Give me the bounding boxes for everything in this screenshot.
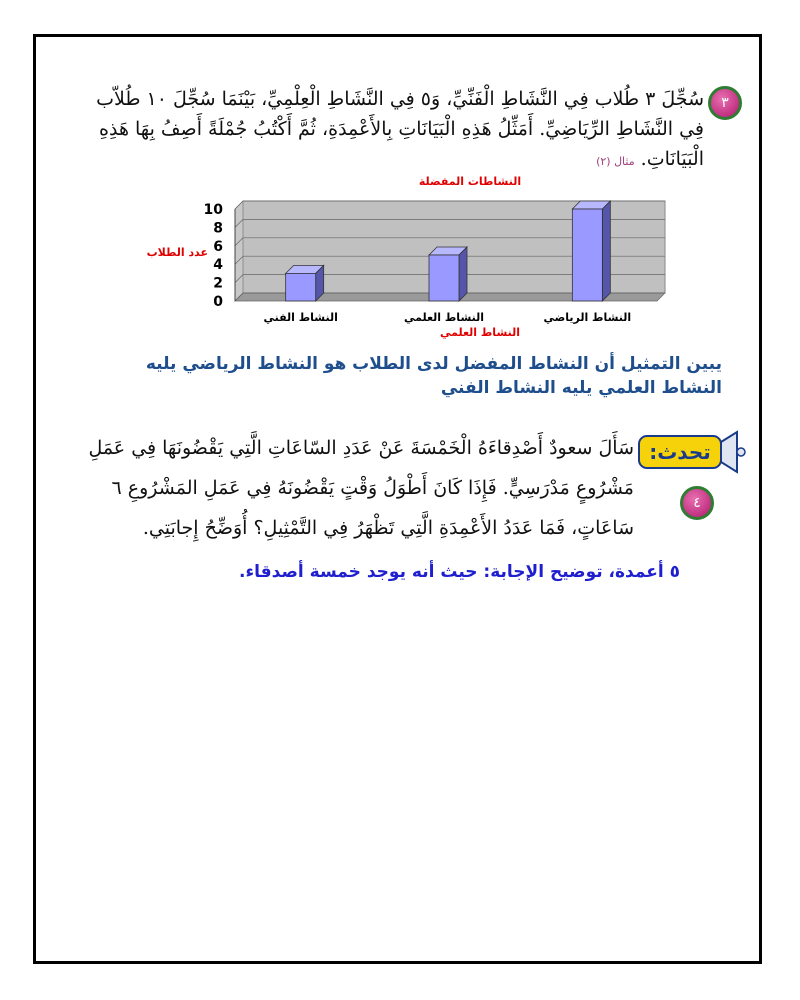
speak-megaphone-icon [637, 426, 747, 476]
answer-2-text: ٥ أعمدة، توضيح الإجابة: حيث أنه يوجد خمسة أصدقاء. [239, 562, 680, 582]
x-tick-label: النشاط الرياضي [543, 311, 632, 324]
x-tick-label: النشاط الفني [263, 311, 338, 324]
question-3-text: سُجِّلَ ٣ طُلاب فِي النَّشَاطِ الْفَنِّيِّ، وَ٥ فِي النَّشَاطِ الْعِلْمِيِّ، بَيْنَمَا سُجِّلَ ١٠ طُلاّب فِي النَّشَاطِ الرِّيَاضِيِّ. أَمَثِّلُ هَذِهِ الْبَيَانَاتِ بِالأَعْمِدَةِ، ثُمَّ أَكْتُبُ جُمْلَةً أَصِفُ بِهَا هَذِهِ الْبَيَانَاتِ. [96, 88, 704, 170]
bar-chart [190, 195, 680, 325]
question-4-number: ٤ [693, 495, 701, 511]
chart-y-axis-label: عدد الطلاب [146, 246, 208, 259]
question-3-number-badge [708, 86, 742, 120]
y-tick-label: 2 [213, 275, 223, 292]
y-tick-label: 6 [213, 238, 223, 255]
example-reference: مثال (٢) [596, 155, 635, 168]
chart-x-axis-label: النشاط العلمي [439, 326, 521, 339]
y-tick-label: 8 [213, 220, 223, 237]
y-tick-label: 4 [213, 257, 223, 274]
question-3-text-block [70, 84, 704, 177]
bar [286, 273, 316, 301]
bar [429, 255, 459, 301]
y-tick-label: 0 [213, 294, 223, 310]
speak-label: تحدث: [649, 440, 711, 464]
x-tick-label: النشاط العلمي [403, 311, 485, 324]
bar-side [459, 247, 467, 301]
question-3-number: ٣ [721, 95, 729, 111]
answer-1-text: يبين التمثيل أن النشاط المفضل لدى الطلاب هو النشاط الرياضي يليه النشاط العلمي يليه النشاط الفني [145, 354, 722, 398]
question-4-number-badge [680, 486, 714, 520]
chart-title: النشاطات المفضلة [418, 175, 522, 188]
bar [572, 209, 602, 301]
y-tick-label: 10 [203, 202, 223, 218]
question-4-text: سَأَلَ سعودٌ أَصْدِقاءَهُ الْخَمْسَةَ عَنْ عَدَدِ السّاعَاتِ الَّتِي يَقْضُونَهَا فِي عَمَلِ مَشْرُوعٍ مَدْرَسِيٍّ. فَإِذَا كَانَ أَطْوَلُ وَقْتٍ يَقْضُونَهُ فِي عَمَلِ المَشْرُوعِ ٦ سَاعَاتٍ، فَمَا عَدَدُ الأَعْمِدَةِ الَّتِي تَظْهَرُ فِي التَّمْثِيلِ؟ أُوَضِّحُ إِجابَتِي. [88, 437, 634, 539]
bar-side [602, 201, 610, 301]
